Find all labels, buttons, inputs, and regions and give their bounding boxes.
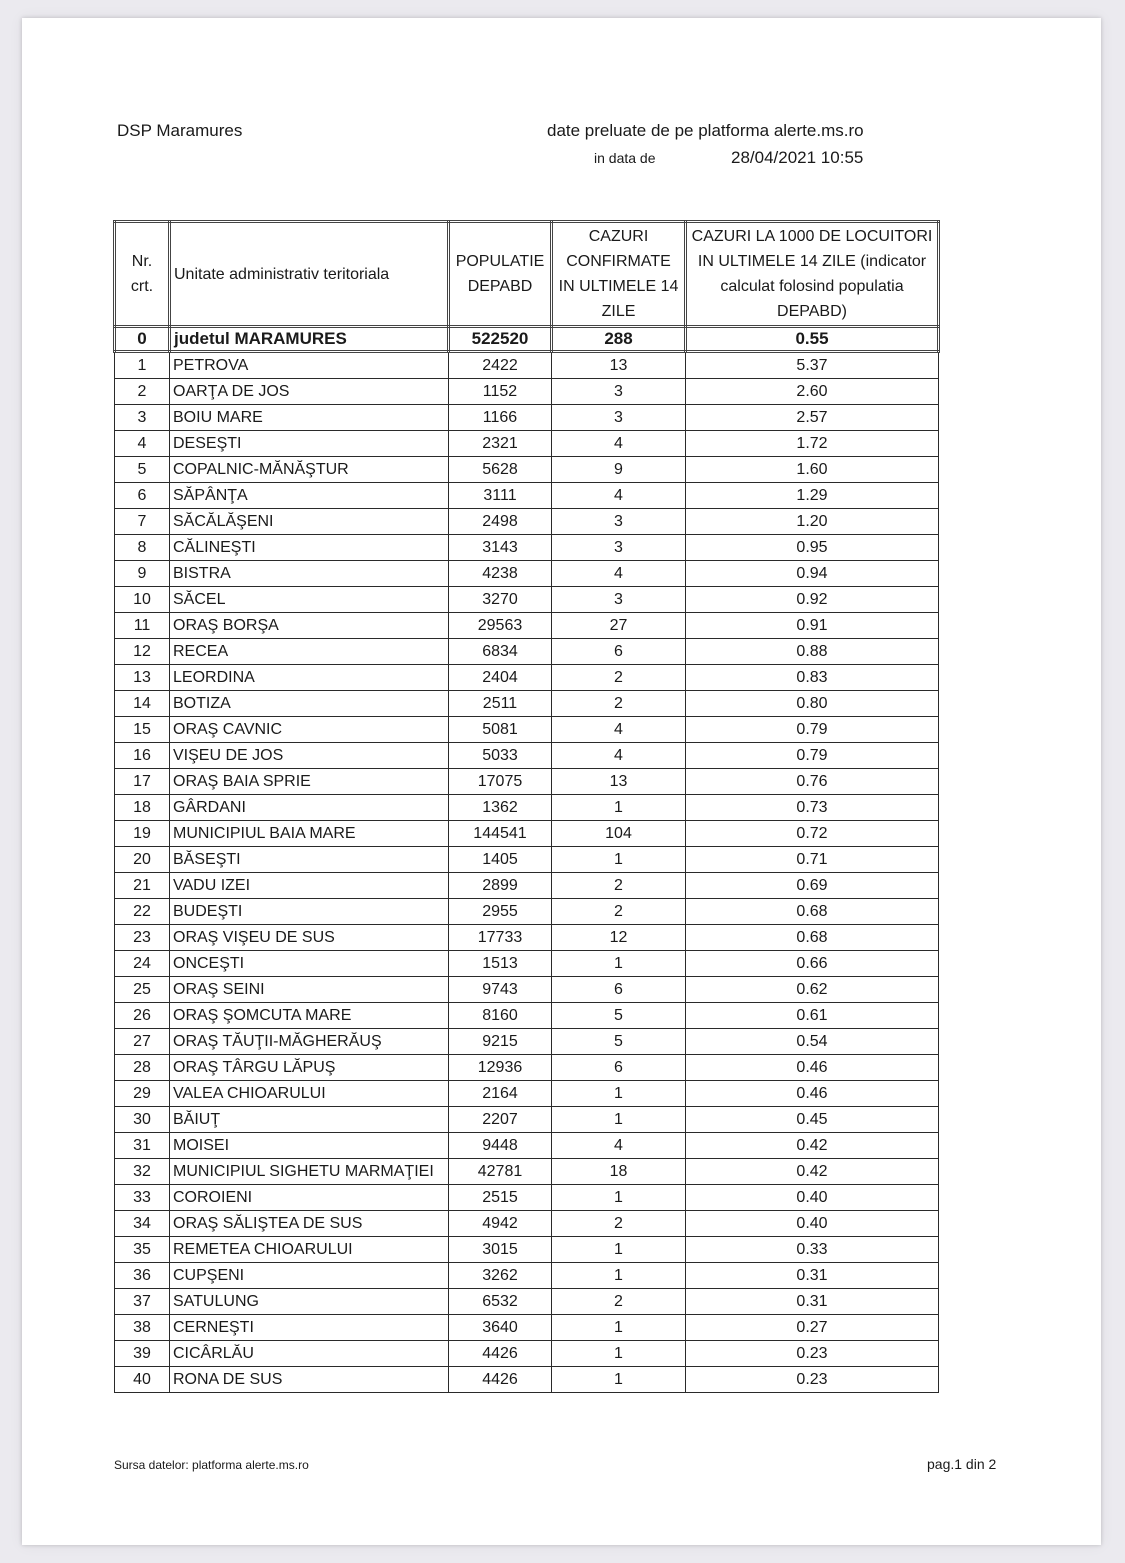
cell-rate: 0.46: [686, 1081, 939, 1107]
cell-name: COPALNIC-MĂNĂŞTUR: [170, 457, 449, 483]
cell-name: MUNICIPIUL SIGHETU MARMAŢIEI: [170, 1159, 449, 1185]
cell-name: CICÂRLĂU: [170, 1341, 449, 1367]
data-source-line: date preluate de pe platforma alerte.ms.ro: [547, 121, 864, 140]
table-row: [115, 405, 939, 431]
table-row: [115, 899, 939, 925]
cell-population: 2955: [449, 899, 552, 925]
table-row: [115, 951, 939, 977]
cell-population: 2899: [449, 873, 552, 899]
cell-nr: 19: [115, 821, 170, 847]
table-row: [115, 431, 939, 457]
cell-cases: 2: [552, 873, 686, 899]
table-row: [115, 1107, 939, 1133]
cell-population: 9743: [449, 977, 552, 1003]
cell-name: VALEA CHIOARULUI: [170, 1081, 449, 1107]
cell-cases: 4: [552, 561, 686, 587]
page-number: pag.1 din 2: [927, 1456, 997, 1472]
organization-name: DSP Maramures: [117, 121, 243, 140]
cell-cases: 12: [552, 925, 686, 951]
cell-name: ORAŞ BORŞA: [170, 613, 449, 639]
cell-population: 3640: [449, 1315, 552, 1341]
cell-cases: 3: [552, 535, 686, 561]
cell-cases: 6: [552, 639, 686, 665]
cell-name: ORAŞ VIŞEU DE SUS: [170, 925, 449, 951]
cell-cases: 1: [552, 1367, 686, 1393]
cell-rate: 1.72: [686, 431, 939, 457]
table-body: [115, 352, 939, 1393]
table-row: [115, 535, 939, 561]
cell-population: 4426: [449, 1341, 552, 1367]
cell-nr: 35: [115, 1237, 170, 1263]
col-header-cases: CAZURI CONFIRMATE IN ULTIMELE 14 ZILE: [552, 222, 686, 327]
col-header-rate: CAZURI LA 1000 DE LOCUITORI IN ULTIMELE 14 ZILE (indicator calculat folosind populatia DEPABD): [686, 222, 939, 327]
col-header-nr: Nr. crt.: [115, 222, 170, 327]
table-row: [115, 1029, 939, 1055]
table-row: [115, 457, 939, 483]
cell-rate: 0.31: [686, 1263, 939, 1289]
table-row: [115, 847, 939, 873]
table-row: [115, 1341, 939, 1367]
cell-nr: 33: [115, 1185, 170, 1211]
cell-rate: 0.69: [686, 873, 939, 899]
cell-nr: 29: [115, 1081, 170, 1107]
document-page: [22, 18, 1101, 1545]
cell-name: ORAŞ CAVNIC: [170, 717, 449, 743]
cell-population: 3111: [449, 483, 552, 509]
cell-cases: 2: [552, 691, 686, 717]
date-label: in data de: [594, 150, 656, 166]
cell-cases: 13: [552, 352, 686, 379]
cell-population: 17733: [449, 925, 552, 951]
cell-name: SĂPÂNŢA: [170, 483, 449, 509]
cell-nr: 23: [115, 925, 170, 951]
cell-nr: 39: [115, 1341, 170, 1367]
cell-name: RONA DE SUS: [170, 1367, 449, 1393]
cell-name: BISTRA: [170, 561, 449, 587]
cell-population: 17075: [449, 769, 552, 795]
cell-cases: 3: [552, 509, 686, 535]
cell-nr: 37: [115, 1289, 170, 1315]
cell-name: BOTIZA: [170, 691, 449, 717]
cell-name: PETROVA: [170, 352, 449, 379]
table-row: [115, 977, 939, 1003]
cell-cases: 1: [552, 847, 686, 873]
cell-population: 9215: [449, 1029, 552, 1055]
table-row: [115, 1289, 939, 1315]
cell-rate: 0.91: [686, 613, 939, 639]
cell-population: 5628: [449, 457, 552, 483]
cell-nr: 38: [115, 1315, 170, 1341]
cell-cases: 1: [552, 1081, 686, 1107]
cell-rate: 0.76: [686, 769, 939, 795]
table-row: [115, 1315, 939, 1341]
cell-nr: 2: [115, 379, 170, 405]
cell-name: BĂSEŞTI: [170, 847, 449, 873]
cell-cases: 13: [552, 769, 686, 795]
cell-nr: 4: [115, 431, 170, 457]
cell-cases: 2: [552, 665, 686, 691]
cell-population: 2515: [449, 1185, 552, 1211]
footer-source: Sursa datelor: platforma alerte.ms.ro: [114, 1458, 309, 1472]
table-row: [115, 1133, 939, 1159]
cell-rate: 0.31: [686, 1289, 939, 1315]
cell-nr: 21: [115, 873, 170, 899]
cell-population: 2207: [449, 1107, 552, 1133]
cell-name: SATULUNG: [170, 1289, 449, 1315]
cell-name: RECEA: [170, 639, 449, 665]
cell-name: SĂCEL: [170, 587, 449, 613]
cell-population: 1166: [449, 405, 552, 431]
cell-nr: 6: [115, 483, 170, 509]
cell-name: GÂRDANI: [170, 795, 449, 821]
cell-nr: 9: [115, 561, 170, 587]
col-header-population: POPULATIE DEPABD: [449, 222, 552, 327]
table-row: [115, 509, 939, 535]
table-row: [115, 1055, 939, 1081]
cell-cases: 9: [552, 457, 686, 483]
table-row: [115, 717, 939, 743]
cell-population: 2321: [449, 431, 552, 457]
cell-name: LEORDINA: [170, 665, 449, 691]
date-value: 28/04/2021 10:55: [731, 148, 864, 167]
cell-cases: 5: [552, 1029, 686, 1055]
cell-cases: 288: [552, 327, 686, 352]
cell-nr: 28: [115, 1055, 170, 1081]
cell-rate: 0.79: [686, 717, 939, 743]
cell-population: 2511: [449, 691, 552, 717]
cell-population: 6834: [449, 639, 552, 665]
cell-population: 2498: [449, 509, 552, 535]
cell-nr: 26: [115, 1003, 170, 1029]
cell-rate: 2.60: [686, 379, 939, 405]
table-row: [115, 1081, 939, 1107]
cell-name: DESEŞTI: [170, 431, 449, 457]
cell-cases: 4: [552, 431, 686, 457]
table-row: [115, 925, 939, 951]
table-row: [115, 821, 939, 847]
cell-nr: 34: [115, 1211, 170, 1237]
cell-nr: 22: [115, 899, 170, 925]
cell-rate: 0.45: [686, 1107, 939, 1133]
cell-population: 6532: [449, 1289, 552, 1315]
cell-nr: 27: [115, 1029, 170, 1055]
cell-rate: 0.23: [686, 1341, 939, 1367]
table-row: [115, 1263, 939, 1289]
cell-nr: 8: [115, 535, 170, 561]
cell-name: ORAŞ SEINI: [170, 977, 449, 1003]
cell-cases: 1: [552, 1107, 686, 1133]
cell-nr: 13: [115, 665, 170, 691]
cell-nr: 31: [115, 1133, 170, 1159]
table-row: [115, 795, 939, 821]
cell-population: 4238: [449, 561, 552, 587]
cases-table: [113, 220, 940, 1393]
cell-rate: 1.60: [686, 457, 939, 483]
table-header-row: [115, 222, 939, 327]
table-row: [115, 561, 939, 587]
cell-rate: 0.33: [686, 1237, 939, 1263]
cell-name: judetul MARAMURES: [170, 327, 449, 352]
cell-cases: 1: [552, 1315, 686, 1341]
cell-name: MOISEI: [170, 1133, 449, 1159]
cell-population: 12936: [449, 1055, 552, 1081]
cell-population: 144541: [449, 821, 552, 847]
cell-population: 29563: [449, 613, 552, 639]
cell-name: BĂIUŢ: [170, 1107, 449, 1133]
cell-name: ORAŞ TÂRGU LĂPUŞ: [170, 1055, 449, 1081]
cell-rate: 1.29: [686, 483, 939, 509]
cell-name: CĂLINEŞTI: [170, 535, 449, 561]
cell-name: ORAŞ TĂUŢII-MĂGHERĂUŞ: [170, 1029, 449, 1055]
cell-rate: 0.62: [686, 977, 939, 1003]
cell-nr: 0: [115, 327, 170, 352]
cell-nr: 18: [115, 795, 170, 821]
cell-nr: 24: [115, 951, 170, 977]
table-row: [115, 1367, 939, 1393]
cell-rate: 0.55: [686, 327, 939, 352]
cell-nr: 30: [115, 1107, 170, 1133]
cell-cases: 4: [552, 483, 686, 509]
cell-rate: 0.61: [686, 1003, 939, 1029]
cell-nr: 1: [115, 352, 170, 379]
table-row: [115, 1159, 939, 1185]
cell-rate: 0.95: [686, 535, 939, 561]
cell-nr: 10: [115, 587, 170, 613]
cell-rate: 0.40: [686, 1185, 939, 1211]
cell-rate: 5.37: [686, 352, 939, 379]
cell-rate: 0.66: [686, 951, 939, 977]
cell-population: 1152: [449, 379, 552, 405]
cell-rate: 0.72: [686, 821, 939, 847]
cell-cases: 1: [552, 795, 686, 821]
cell-cases: 18: [552, 1159, 686, 1185]
cell-rate: 0.23: [686, 1367, 939, 1393]
cell-rate: 0.46: [686, 1055, 939, 1081]
col-header-name: Unitate administrativ teritoriala: [170, 222, 449, 327]
cell-nr: 14: [115, 691, 170, 717]
table-row: [115, 1237, 939, 1263]
cell-population: 2422: [449, 352, 552, 379]
cell-rate: 0.94: [686, 561, 939, 587]
cell-nr: 20: [115, 847, 170, 873]
cell-nr: 25: [115, 977, 170, 1003]
cell-cases: 1: [552, 951, 686, 977]
cell-name: REMETEA CHIOARULUI: [170, 1237, 449, 1263]
cell-population: 5081: [449, 717, 552, 743]
cell-rate: 0.71: [686, 847, 939, 873]
cell-population: 5033: [449, 743, 552, 769]
cell-rate: 0.73: [686, 795, 939, 821]
cell-nr: 5: [115, 457, 170, 483]
cell-cases: 2: [552, 899, 686, 925]
cell-population: 3143: [449, 535, 552, 561]
cell-rate: 0.40: [686, 1211, 939, 1237]
county-total-row: [115, 327, 939, 352]
cell-population: 3270: [449, 587, 552, 613]
cell-nr: 36: [115, 1263, 170, 1289]
cell-nr: 15: [115, 717, 170, 743]
cell-nr: 12: [115, 639, 170, 665]
table-row: [115, 483, 939, 509]
cell-rate: 0.68: [686, 899, 939, 925]
cell-population: 2164: [449, 1081, 552, 1107]
cell-cases: 5: [552, 1003, 686, 1029]
table-row: [115, 665, 939, 691]
table-row: [115, 769, 939, 795]
table-row: [115, 1185, 939, 1211]
table-row: [115, 587, 939, 613]
table-row: [115, 352, 939, 379]
cell-population: 2404: [449, 665, 552, 691]
cell-nr: 3: [115, 405, 170, 431]
cell-cases: 1: [552, 1185, 686, 1211]
cell-name: OARŢA DE JOS: [170, 379, 449, 405]
cell-rate: 0.68: [686, 925, 939, 951]
cell-cases: 2: [552, 1289, 686, 1315]
cell-name: BOIU MARE: [170, 405, 449, 431]
cell-cases: 1: [552, 1263, 686, 1289]
cell-cases: 4: [552, 743, 686, 769]
cell-cases: 1: [552, 1237, 686, 1263]
cell-cases: 3: [552, 405, 686, 431]
cell-cases: 104: [552, 821, 686, 847]
cell-rate: 0.83: [686, 665, 939, 691]
cell-rate: 0.79: [686, 743, 939, 769]
cell-name: BUDEŞTI: [170, 899, 449, 925]
cell-rate: 0.54: [686, 1029, 939, 1055]
cell-name: MUNICIPIUL BAIA MARE: [170, 821, 449, 847]
cell-population: 3262: [449, 1263, 552, 1289]
table-row: [115, 873, 939, 899]
cell-rate: 0.27: [686, 1315, 939, 1341]
cell-nr: 17: [115, 769, 170, 795]
cell-name: SĂCĂLĂŞENI: [170, 509, 449, 535]
cell-name: VIŞEU DE JOS: [170, 743, 449, 769]
table-row: [115, 613, 939, 639]
cell-population: 522520: [449, 327, 552, 352]
cell-cases: 1: [552, 1341, 686, 1367]
table-row: [115, 1211, 939, 1237]
cell-population: 4942: [449, 1211, 552, 1237]
cell-cases: 4: [552, 717, 686, 743]
cell-rate: 0.80: [686, 691, 939, 717]
cell-nr: 32: [115, 1159, 170, 1185]
cell-name: CUPŞENI: [170, 1263, 449, 1289]
cell-population: 8160: [449, 1003, 552, 1029]
table-row: [115, 1003, 939, 1029]
cell-name: ONCEŞTI: [170, 951, 449, 977]
cell-population: 42781: [449, 1159, 552, 1185]
cell-cases: 6: [552, 977, 686, 1003]
table-row: [115, 379, 939, 405]
cell-cases: 3: [552, 587, 686, 613]
cell-rate: 0.42: [686, 1159, 939, 1185]
cell-population: 3015: [449, 1237, 552, 1263]
cell-population: 1513: [449, 951, 552, 977]
cell-name: ORAŞ SĂLIŞTEA DE SUS: [170, 1211, 449, 1237]
cell-rate: 1.20: [686, 509, 939, 535]
cell-name: ORAŞ BAIA SPRIE: [170, 769, 449, 795]
cell-nr: 11: [115, 613, 170, 639]
cell-nr: 40: [115, 1367, 170, 1393]
cell-rate: 0.92: [686, 587, 939, 613]
cell-nr: 7: [115, 509, 170, 535]
cell-name: ORAŞ ŞOMCUTA MARE: [170, 1003, 449, 1029]
cell-rate: 2.57: [686, 405, 939, 431]
cell-name: COROIENI: [170, 1185, 449, 1211]
cell-rate: 0.88: [686, 639, 939, 665]
table-row: [115, 743, 939, 769]
cell-cases: 3: [552, 379, 686, 405]
table-row: [115, 639, 939, 665]
cell-population: 4426: [449, 1367, 552, 1393]
cell-population: 9448: [449, 1133, 552, 1159]
table-row: [115, 691, 939, 717]
cell-name: CERNEŞTI: [170, 1315, 449, 1341]
cell-name: VADU IZEI: [170, 873, 449, 899]
cell-cases: 6: [552, 1055, 686, 1081]
cell-population: 1405: [449, 847, 552, 873]
cell-rate: 0.42: [686, 1133, 939, 1159]
cell-cases: 2: [552, 1211, 686, 1237]
cell-nr: 16: [115, 743, 170, 769]
cell-cases: 4: [552, 1133, 686, 1159]
cell-population: 1362: [449, 795, 552, 821]
cell-cases: 27: [552, 613, 686, 639]
